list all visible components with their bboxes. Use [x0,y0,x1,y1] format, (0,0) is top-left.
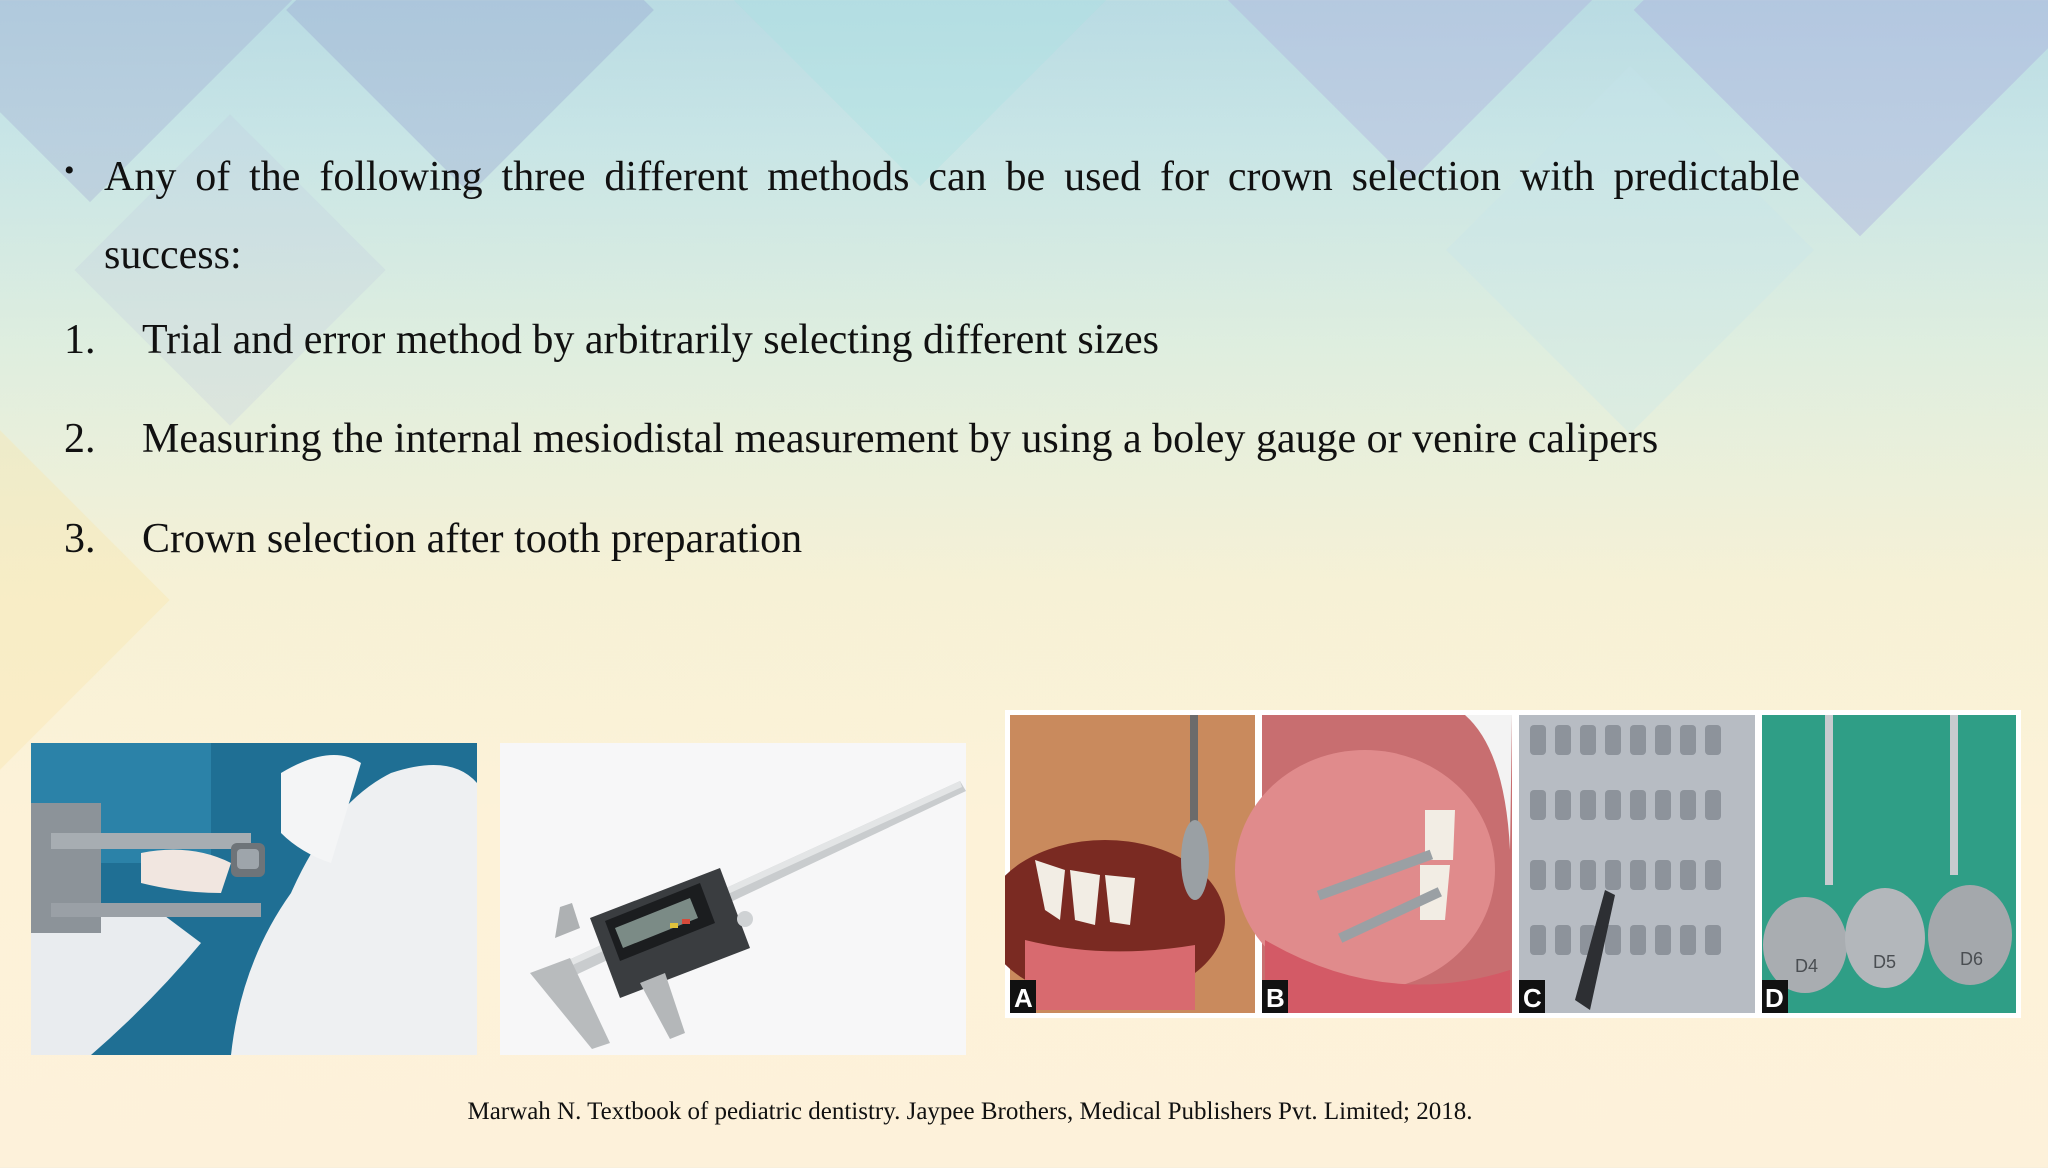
crown-label-d6: D6 [1960,949,1984,969]
panel-label-a: A [1014,983,1033,1013]
method-text: Measuring the internal mesiodistal measurement by using a boley gauge or venire calipers [142,416,1659,462]
citation: Marwah N. Textbook of pediatric dentistry. Jaypee Brothers, Medical Publishers Pvt. Limited; 2018. [467,1098,1473,1125]
bullet-marker: • [64,154,75,187]
crown-label-d5: D5 [1873,952,1897,972]
method-number: 3. [64,516,96,562]
photo-caliper-measuring-crown [31,743,477,1055]
method-number: 1. [64,317,96,363]
method-item-2 [64,415,1658,463]
method-number: 2. [64,416,96,462]
method-item-3 [64,515,802,563]
intro-bullet [64,138,1800,294]
method-text: Crown selection after tooth preparation [142,516,803,562]
panel-label-c: C [1523,983,1542,1013]
figure-crown-selection-panels [1005,710,2021,1018]
intro-text: Any of the following three different methods can be used for crown selection with predictable success: [104,154,1800,278]
crown-label-d4: D4 [1795,956,1819,976]
method-text: Trial and error method by arbitrarily selecting different sizes [142,317,1160,363]
method-item-1 [64,316,1159,364]
panel-label-d: D [1765,983,1784,1013]
panel-label-b: B [1266,983,1285,1013]
photo-digital-caliper [500,743,966,1055]
